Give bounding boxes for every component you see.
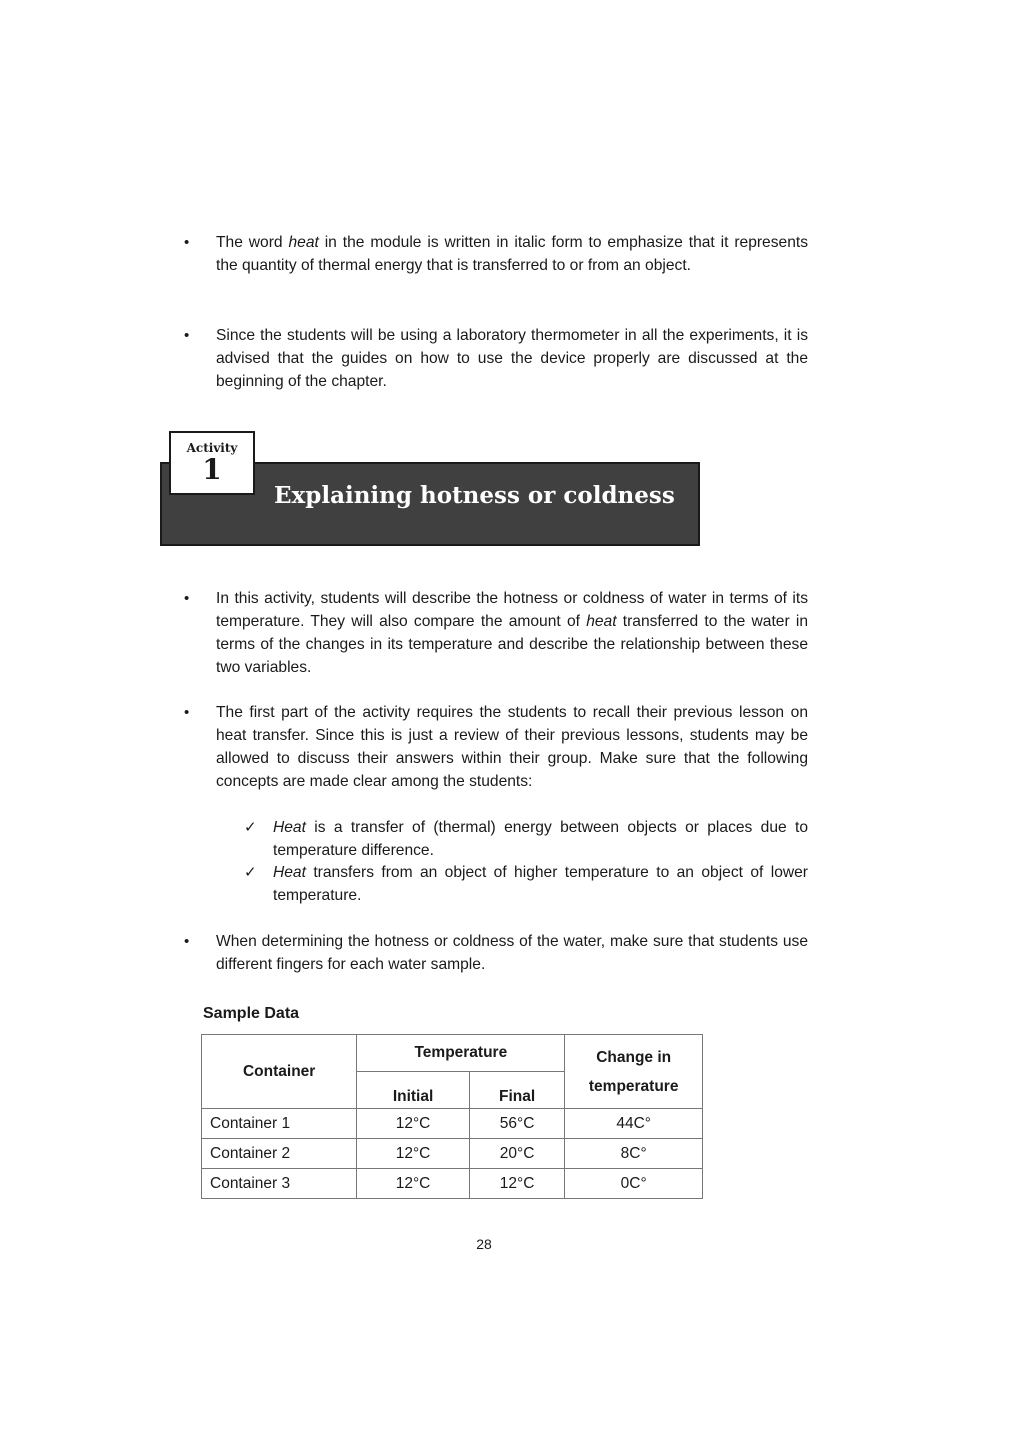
table-header-row <box>202 1035 703 1072</box>
cell-initial: 12°C <box>357 1139 469 1169</box>
note-fingers: When determining the hotness or coldness of the water, make sure that students use different fingers for each water sample. <box>216 933 808 973</box>
concept-italic-word: Heat <box>273 864 306 881</box>
table-row <box>202 1169 703 1199</box>
concept-item <box>273 816 808 862</box>
bullet-symbol: • <box>184 590 190 607</box>
note-first-part: The first part of the activity requires the students to recall their previous lesson on heat transfer. Since this is just a review of their previous lessons, students may be allowed to discuss their answers within their group. Make sure that the following concepts are made clear among the students: <box>216 704 808 790</box>
concept-italic-word: Heat <box>273 819 306 836</box>
note-italic-word: heat <box>586 613 617 630</box>
cell-change: 44C° <box>565 1109 703 1139</box>
header-temperature: Temperature <box>357 1035 565 1072</box>
note-activity-description <box>216 587 808 679</box>
cell-final: 56°C <box>469 1109 565 1139</box>
activity-number: 1 <box>202 453 222 486</box>
cell-final: 20°C <box>469 1139 565 1169</box>
bullet-symbol: • <box>184 704 190 721</box>
header-final: Final <box>469 1072 565 1109</box>
cell-change: 0C° <box>565 1169 703 1199</box>
sample-data-table <box>201 1034 703 1199</box>
header-change-line2: temperature <box>588 1077 679 1095</box>
cell-initial: 12°C <box>357 1109 469 1139</box>
bullet-symbol: • <box>184 933 190 950</box>
note-text: transferred to the water in terms of the changes in its temperature and describe the relationship between these two variables. <box>216 613 808 676</box>
concept-text: is a transfer of (thermal) energy between objects or places due to temperature difference. <box>273 819 808 859</box>
cell-final: 12°C <box>469 1169 565 1199</box>
table-row <box>202 1109 703 1139</box>
activity-label: Activity <box>186 441 238 455</box>
table-row <box>202 1139 703 1169</box>
note-italic-word: heat <box>288 234 319 251</box>
bullet-symbol: • <box>184 327 190 344</box>
check-icon: ✓ <box>244 819 257 836</box>
cell-container: Container 3 <box>202 1169 357 1199</box>
bullet-symbol: • <box>184 234 190 251</box>
cell-container: Container 1 <box>202 1109 357 1139</box>
cell-initial: 12°C <box>357 1169 469 1199</box>
note-text: in the module is written in italic form to emphasize that it represents the quantity of thermal energy that is transferred to or from an object. <box>216 234 808 274</box>
concept-text: transfers from an object of higher temperature to an object of lower temperature. <box>273 864 808 904</box>
note-heat-italic <box>216 231 808 277</box>
check-icon: ✓ <box>244 864 257 881</box>
header-change-line1: Change in <box>596 1048 672 1066</box>
concept-item <box>273 861 808 907</box>
header-initial: Initial <box>357 1072 469 1109</box>
cell-change: 8C° <box>565 1139 703 1169</box>
activity-title: Explaining hotness or coldness <box>274 482 675 509</box>
note-text: In this activity, students will describe the hotness or coldness of water in terms of its temperature. They will also compare the amount of <box>216 590 808 630</box>
header-change <box>565 1035 703 1109</box>
cell-container: Container 2 <box>202 1139 357 1169</box>
page-number: 28 <box>476 1236 492 1252</box>
header-container: Container <box>202 1035 357 1109</box>
note-text: The word <box>216 234 289 251</box>
note-thermometer: Since the students will be using a laboratory thermometer in all the experiments, it is advised that the guides on how to use the device properly are discussed at the beginning of the chapter. <box>216 327 808 390</box>
activity-number-box <box>169 431 255 495</box>
sample-data-title: Sample Data <box>203 1005 300 1022</box>
